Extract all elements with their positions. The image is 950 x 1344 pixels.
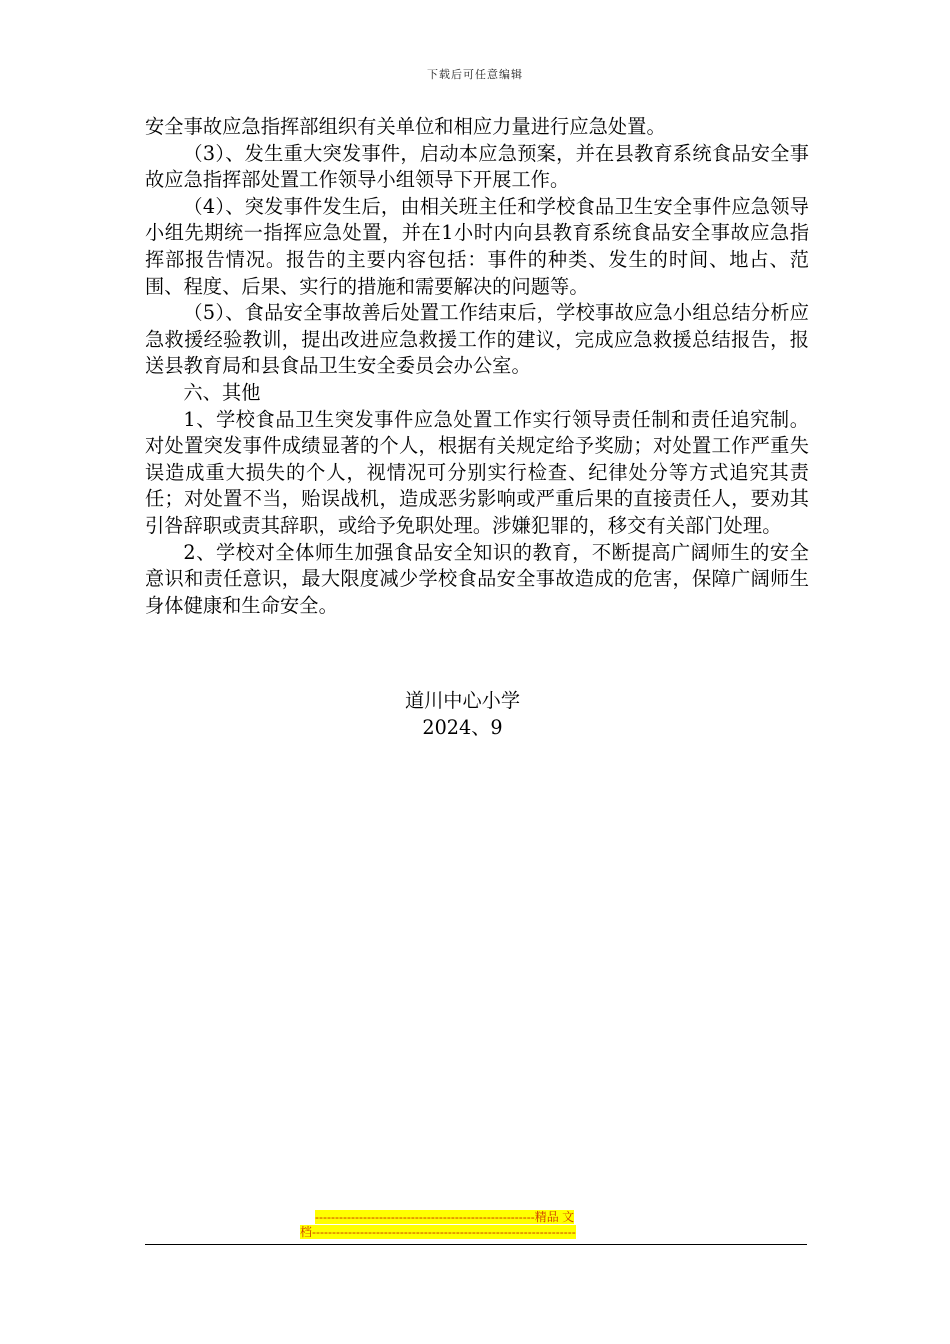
section-heading-other: 六、其他: [183, 380, 261, 404]
footer-watermark-line2: 档------------------------------------------------------------------: [300, 1225, 576, 1239]
paragraph-item-5: （5）、食品安全事故善后处置工作结束后，学校事故应急小组总结分析应急救援经验教训，提出改进应急救援工作的建议，完成应急救援总结报告，报送县教育局和县食品卫生安全委员会办公室。: [145, 301, 809, 378]
signature-organization: 道川中心小学: [404, 689, 521, 712]
footer-divider: [145, 1244, 807, 1245]
paragraph-item-4: （4）、突发事件发生后，由相关班主任和学校食品卫生安全事件应急领导小组先期统一指挥应急处置，并在1小时内向县教育系统食品安全事故应急指挥部报告情况。报告的主要内容包括：事件的种类、发生的时间、地占、范围、程度、后果、实行的措施和需要解决的问题等。: [145, 194, 809, 298]
footer-watermark: [300, 1210, 650, 1240]
document-body: [145, 114, 809, 619]
paragraph-item-3: （3）、发生重大突发事件，启动本应急预案，并在县教育系统食品安全事故应急指挥部处置工作领导小组领导下开展工作。: [145, 141, 809, 192]
signature-date: 2024、9: [422, 716, 503, 739]
page-header-note: 下载后可任意编辑: [427, 68, 523, 81]
paragraph-other-1: 1、学校食品卫生突发事件应急处置工作实行领导责任制和责任追究制。对处置突发事件成绩显著的个人，根据有关规定给予奖励；对处置工作严重失误造成重大损失的个人，视情况可分别实行检查、纪律处分等方式追究其责任；对处置不当，贻误战机，造成恶劣影响或严重后果的直接责任人，要劝其引咎辞职或责其辞职，或给予免职处理。涉嫌犯罪的，移交有关部门处理。: [145, 407, 809, 537]
footer-watermark-line1: -------------------------------------------------------精品 文: [315, 1210, 575, 1224]
paragraph-other-2: 2、学校对全体师生加强食品安全知识的教育，不断提高广阔师生的安全意识和责任意识，最大限度减少学校食品安全事故造成的危害，保障广阔师生身体健康和生命安全。: [145, 540, 809, 617]
paragraph-continuation: 安全事故应急指挥部组织有关单位和相应力量进行应急处置。: [145, 115, 666, 138]
signature-block: [0, 687, 925, 741]
